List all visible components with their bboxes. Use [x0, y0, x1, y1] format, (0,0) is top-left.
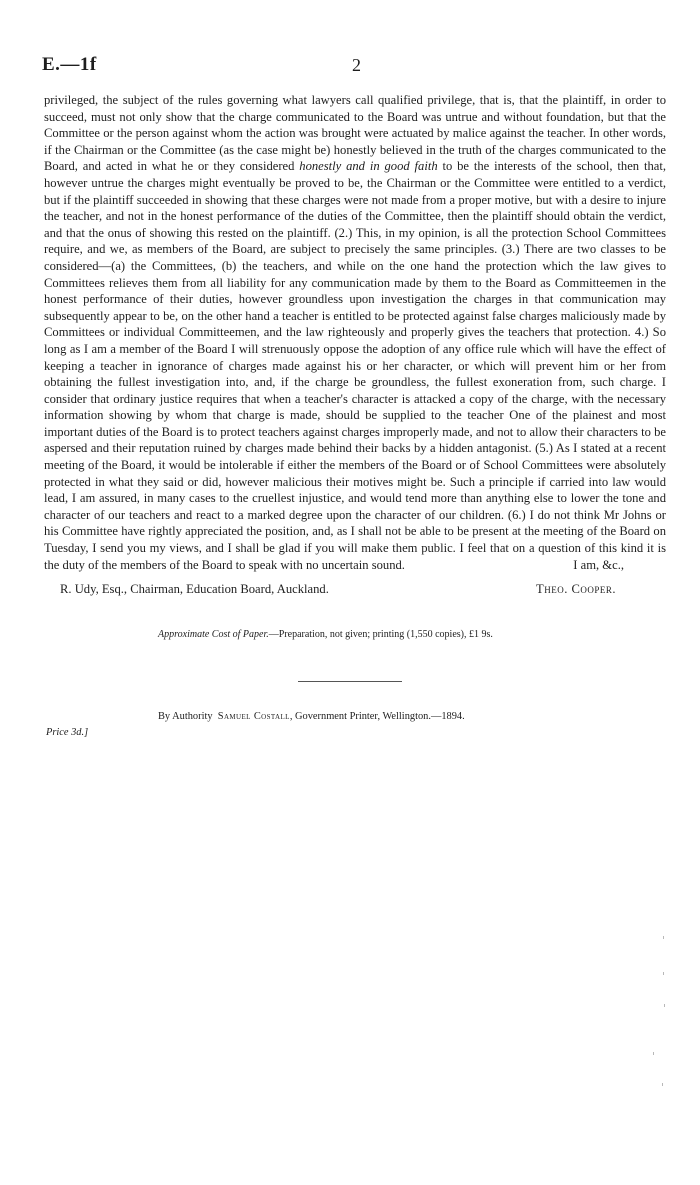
scan-speck	[664, 1004, 665, 1007]
price-note: Price 3d.]	[46, 727, 89, 738]
cost-note	[158, 629, 493, 640]
body-text-emphasis: honestly and in good faith	[299, 159, 438, 174]
scan-speck	[663, 972, 664, 975]
body-text-part-2: to be the interests of the school, then that, however untrue the charges might eventually be proved to be, the Chairman or the Committee were entitled to a verdict, but if the plaintiff succeeded in showing that these charges were not made from a proper motive, but with a desire to injure the teacher, and not in the honest performance of the duties of the Committee, then the plaintiff should obtain the verdict, and that the onus of showing this rested on the plaintiff. (2.) This, in my opinion, is all the protection School Committees require, and we, as members of the Board, are subject to precisely the same principles. (3.) There are two classes to be considered—(a) the Committees, (b) the teachers, and while on the one hand the protection which the law gives to Committees relieves them from all liability for any communication made by them to the Board as Committeemen in the honest performance of their duties, however groundless upon investigation the charges in that communication may subsequently appear to be, on the other hand a teacher is entitled to be protected against false charges maliciously made by Committees or individual Committeemen, and the law righteously and properly gives the teachers that protection. 4.) So long as I am a member of the Board I will strenuously oppose the adoption of any office rule which will have the effect of keeping a teacher in ignorance of charges made against his or her character, or which will prevent him or her from obtaining the fullest investigation into, and, if the charge be groundless, the fullest exoneration from, such charge. I consider that ordinary justice requires that when a teacher's character is attacked a copy of the charge, with the necessary information showing by whom that charge is made, should be supplied to the teacher One of the plainest and most important duties of the Board is to protect teachers against charges improperly made, and not to allow their characters to be aspersed and their reputation ruined by charges made behind their backs by a hidden antagonist. (5.) As I stated at a recent meeting of the Board, it would be intolerable if either the members of the Board or of School Committees were absolutely protected in what they said or did, however malicious their motives might be. Such a principle if carried into law would lead, I am assured, in many cases to the cruellest injustice, and would tend more than anything else to lower the tone and character of our teachers and react to a marked degree upon the character of our children. (6.) I do not think Mr Johns or his Committee have rightly appreciated the position, and, as I shall not be able to be present at the meeting of the Board on Tuesday, I send you my views, and I shall be glad if you will make them public. I feel that on a question of this kind it is the duty of the members of the Board to speak with no uncertain sound.	[44, 159, 666, 572]
scan-speck	[662, 1083, 663, 1086]
cost-note-label: Approximate Cost of Paper.	[158, 629, 269, 640]
imprint-suffix: , Government Printer, Wellington.—1894.	[289, 711, 465, 722]
cost-note-text: —Preparation, not given; printing (1,550 copies), £1 9s.	[268, 629, 493, 640]
printer-name: Samuel Costall	[217, 711, 290, 722]
scan-speck	[663, 936, 664, 939]
valediction: I am, &c.,	[573, 557, 624, 572]
divider-rule	[298, 681, 402, 682]
imprint-prefix: By Authority	[158, 711, 213, 722]
body-text-part-1: privileged, the subject of the rules governing what lawyers call qualified privilege, that is, that the plaintiff, in order to succeed, must not only show that the charge communicated to the Board was untrue and without foundation, but that the Committee or the person against whom the action was brought were actuated by malice against the teacher. In other words, if the Chairman or the Committee (as the case might be) honestly believed in the truth of the charges communicated to the Board, and acted in what he or they considered	[44, 93, 666, 174]
signature: Theo. Cooper.	[536, 582, 617, 596]
page-number: 2	[352, 55, 361, 75]
document-reference: E.—1f	[42, 54, 97, 75]
letter-body	[44, 92, 666, 573]
addressee: R. Udy, Esq., Chairman, Education Board, Auckland.	[60, 582, 329, 596]
scan-speck	[653, 1052, 654, 1055]
printer-imprint	[158, 711, 465, 722]
